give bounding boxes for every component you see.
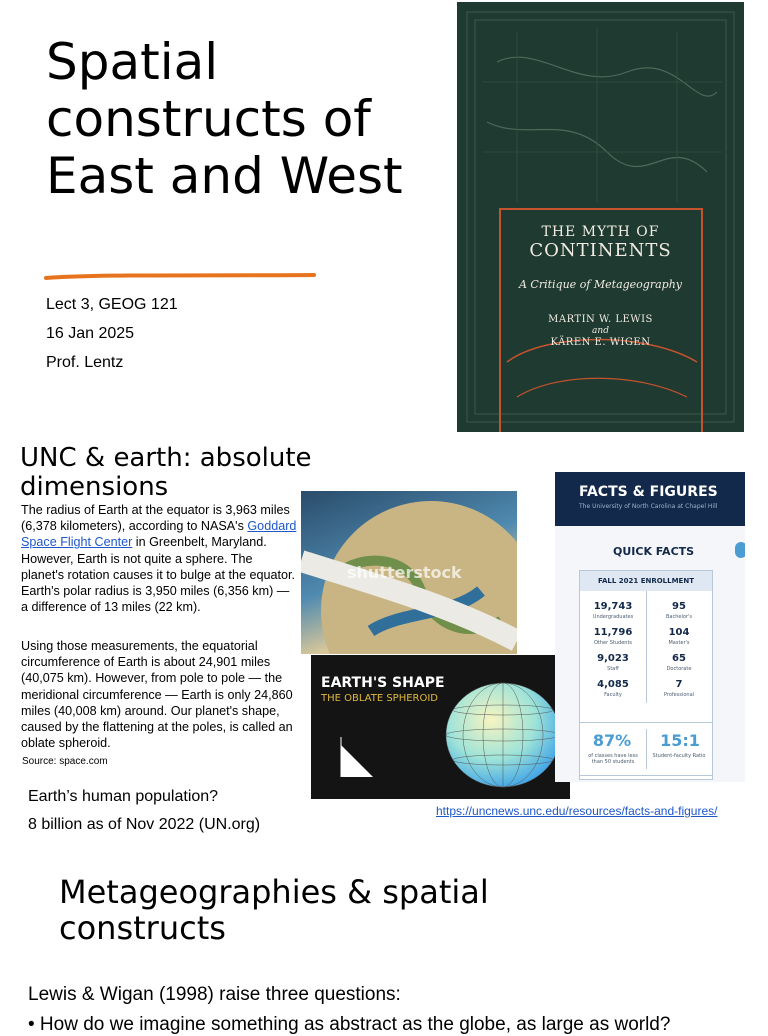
quick-facts-heading: QUICK FACTS bbox=[613, 545, 695, 558]
class-stats-box bbox=[579, 722, 713, 776]
accent-underline bbox=[44, 268, 316, 284]
book-subtitle: A Critique of Metageography bbox=[518, 278, 683, 291]
fact-label: Faculty bbox=[604, 692, 622, 698]
fact-number: 19,743 bbox=[593, 601, 633, 612]
fact-number: 7 bbox=[675, 679, 683, 690]
fact-number: 9,023 bbox=[597, 653, 629, 664]
fact-label: Master's bbox=[668, 640, 690, 646]
fact-number: 95 bbox=[672, 601, 686, 612]
carousel-dot bbox=[735, 542, 745, 558]
enrollment-heading: FALL 2021 ENROLLMENT bbox=[580, 571, 712, 591]
book-title-line2: CONTINENTS bbox=[529, 240, 672, 261]
pct-value: 87% bbox=[592, 731, 632, 750]
slide3-title: Metageographies & spatial constructs bbox=[59, 873, 489, 947]
radius-paragraph bbox=[21, 502, 297, 615]
goddard-link[interactable]: Goddard Space Flight Center bbox=[21, 519, 297, 550]
lecture-number: Lect 3, GEOG 121 bbox=[46, 296, 178, 313]
fact-number: 65 bbox=[672, 653, 686, 664]
oblate-spheroid-illustration bbox=[311, 655, 570, 799]
lecture-date: 16 Jan 2025 bbox=[46, 325, 135, 342]
earth-shape-graphic bbox=[311, 655, 570, 799]
fact-number: 11,796 bbox=[593, 627, 633, 638]
stats-divider bbox=[646, 729, 647, 769]
book-author1: MARTIN W. LEWIS bbox=[548, 314, 653, 325]
facts-title: FACTS & FIGURES bbox=[579, 484, 718, 500]
facts-subtitle: The University of North Carolina at Chapel Hill bbox=[579, 503, 718, 510]
population-question: Earth’s human population? bbox=[28, 788, 219, 805]
book-author2: KÄREN E. WIGEN bbox=[550, 337, 651, 348]
earth-shape-subtitle: THE OBLATE SPHEROID bbox=[321, 693, 439, 704]
lecture-professor: Prof. Lentz bbox=[46, 354, 124, 371]
radius-text-start: The radius of Earth at the equator is 3,963 miles (6,378 kilometers), according to NASA's bbox=[21, 503, 290, 534]
book-title-line1: THE MYTH OF bbox=[541, 224, 660, 240]
pct-label: of classes have less than 50 students bbox=[588, 753, 638, 765]
fact-number: 104 bbox=[668, 627, 690, 638]
radius-text-end: in Greenbelt, Maryland. However, Earth is not quite a sphere. The planet's rotation causes it to bulge at the equator. Earth's polar radius is 3,950 miles (6,356 km) — a difference of 13 miles (22 km). bbox=[21, 535, 296, 615]
slide1-title: Spatial constructs of East and West bbox=[46, 33, 403, 205]
slide3-bullet: • How do we imagine something as abstract as the globe, as large as world? bbox=[28, 1014, 671, 1035]
fact-label: Other Students bbox=[593, 640, 633, 646]
fact-label: Professional bbox=[663, 692, 695, 698]
book-cover-image bbox=[457, 2, 744, 432]
fact-label: Bachelor's bbox=[666, 614, 692, 620]
unc-facts-figures bbox=[555, 472, 745, 782]
enrollment-divider bbox=[646, 591, 647, 703]
population-answer: 8 billion as of Nov 2022 (UN.org) bbox=[28, 816, 261, 833]
fact-label: Doctorate bbox=[666, 666, 692, 672]
circumference-paragraph: Using those measurements, the equatorial circumference of Earth is about 24,901 miles (40,075 km). However, from pole to pole — the meridional circumference — Earth is only 24,860 miles (40,008 km) around. Our planet's shape, caused by the flattening at the poles, is called an oblate spheroid. bbox=[21, 639, 293, 751]
source-note: Source: space.com bbox=[22, 756, 108, 767]
shutterstock-watermark: shutterstock bbox=[347, 563, 462, 582]
earth-shape-title: EARTH'S SHAPE bbox=[321, 675, 445, 691]
fact-label: Undergraduates bbox=[592, 614, 634, 620]
slide3-intro: Lewis & Wigan (1998) raise three questions: bbox=[28, 984, 401, 1005]
fact-number: 4,085 bbox=[597, 679, 629, 690]
globe-photo bbox=[301, 491, 517, 654]
slide2-title: UNC & earth: absolute dimensions bbox=[20, 443, 312, 502]
ratio-value: 15:1 bbox=[660, 731, 700, 750]
ratio-label: Student-faculty Ratio bbox=[652, 753, 706, 759]
fact-label: Staff bbox=[607, 666, 619, 672]
unc-facts-link[interactable]: https://uncnews.unc.edu/resources/facts-and-figures/ bbox=[436, 804, 718, 818]
book-and: and bbox=[592, 326, 609, 336]
